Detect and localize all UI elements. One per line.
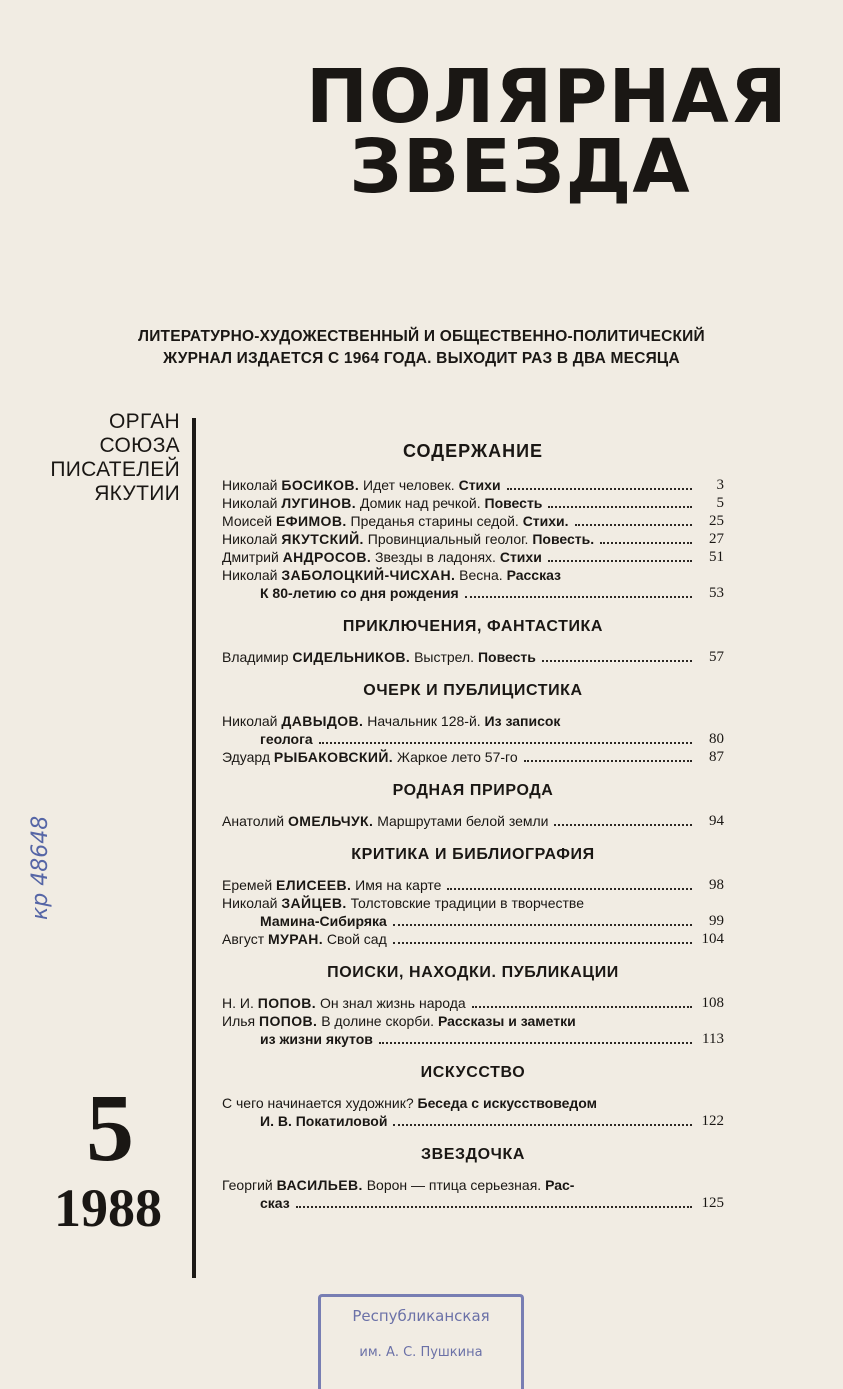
dot-leader: [393, 1124, 692, 1126]
issue-number: 5: [86, 1074, 134, 1181]
organ-line-4: ЯКУТИИ: [94, 482, 180, 505]
toc-entry[interactable]: [222, 548, 724, 566]
author-last-name: ДАВЫДОВ.: [281, 713, 364, 729]
toc-entry[interactable]: [222, 930, 724, 948]
entry-text: [222, 476, 501, 494]
section-entries: [222, 876, 724, 948]
organ-block: [50, 410, 180, 506]
entry-text: [222, 994, 466, 1012]
author-first-name: Эдуард: [222, 749, 271, 765]
author-last-name: ЗАБОЛОЦКИЙ-ЧИСХАН.: [281, 567, 456, 583]
dot-leader: [393, 942, 692, 944]
toc-entry[interactable]: [222, 1012, 724, 1030]
work-genre: Рассказ: [506, 567, 561, 583]
entry-text: [222, 548, 542, 566]
dot-leader: [575, 524, 692, 526]
entry-text: [222, 494, 542, 512]
entry-text: [222, 1094, 597, 1112]
toc-entry[interactable]: [222, 1194, 724, 1212]
work-genre: Рассказы и заметки: [437, 1013, 576, 1029]
vertical-divider: [192, 418, 196, 1278]
section-entries: [222, 812, 724, 830]
contents-heading: СОДЕРЖАНИЕ: [402, 441, 544, 461]
toc-entry[interactable]: [222, 566, 724, 584]
work-title: Имя на карте: [355, 877, 442, 893]
entry-text: [222, 530, 594, 548]
author-first-name: Николай: [222, 495, 278, 511]
work-genre: Беседа с искусствоведом: [417, 1095, 598, 1111]
author-last-name: ЗАЙЦЕВ.: [281, 895, 347, 911]
author-last-name: ПОПОВ.: [259, 1013, 318, 1029]
work-genre: Стихи.: [522, 513, 569, 529]
author-first-name: Анатолий: [222, 813, 285, 829]
toc-entry[interactable]: [222, 1112, 724, 1130]
section-heading: ОЧЕРК И ПУБЛИЦИСТИКА: [363, 682, 583, 699]
dot-leader: [447, 888, 692, 890]
organ-line-2: СОЮЗА: [99, 434, 180, 457]
author-first-name: Николай: [222, 531, 278, 547]
issue-year: 1988: [54, 1178, 162, 1238]
dot-leader: [296, 1206, 692, 1208]
work-title: Преданья старины седой.: [350, 513, 519, 529]
page-number: 98: [709, 877, 724, 893]
author-last-name: АНДРОСОВ.: [282, 549, 372, 565]
dot-leader: [600, 542, 692, 544]
page-number: 108: [701, 995, 724, 1011]
dot-leader: [393, 924, 692, 926]
toc-entry[interactable]: [222, 912, 724, 930]
organ-line-3: ПИСАТЕЛЕЙ: [50, 458, 180, 481]
work-title: Ворон — птица серьезная.: [366, 1177, 542, 1193]
section-heading: ИСКУССТВО: [420, 1064, 526, 1081]
page-number: 122: [701, 1113, 724, 1129]
entry-text: [222, 876, 441, 894]
author-first-name: Георгий: [222, 1177, 273, 1193]
subtitle-line-1: ЛИТЕРАТУРНО-ХУДОЖЕСТВЕННЫЙ И ОБЩЕСТВЕННО-ПОЛИТИЧЕСКИЙ: [138, 328, 705, 345]
page-number: 99: [709, 913, 724, 929]
work-title: Выстрел.: [414, 649, 475, 665]
work-genre: Повесть.: [532, 531, 595, 547]
entry-text: [222, 930, 387, 948]
entry-text: Мамина-Сибиряка: [260, 913, 387, 929]
entry-text: геолога: [260, 731, 313, 747]
toc-entry[interactable]: [222, 894, 724, 912]
page-number: 25: [709, 513, 724, 529]
author-first-name: Николай: [222, 713, 278, 729]
page-number: 125: [701, 1195, 724, 1211]
page-number: 51: [709, 549, 724, 565]
section-entries: [222, 1094, 724, 1130]
page-number: 80: [709, 731, 724, 747]
organ-line-1: ОРГАН: [109, 410, 180, 433]
work-title: Маршрутами белой земли: [377, 813, 549, 829]
work-genre: Стихи: [499, 549, 542, 565]
dot-leader: [554, 824, 692, 826]
entry-text: [222, 1176, 574, 1194]
section-heading: РОДНАЯ ПРИРОДА: [392, 782, 554, 799]
author-last-name: БОСИКОВ.: [281, 477, 360, 493]
work-genre: Повесть: [477, 649, 536, 665]
toc-entry[interactable]: [222, 1094, 724, 1112]
dot-leader: [548, 506, 692, 508]
dot-leader: [524, 760, 692, 762]
work-title: Идет человек.: [363, 477, 455, 493]
page-number: 87: [709, 749, 724, 765]
work-genre: Повесть: [484, 495, 543, 511]
section-entries: [222, 712, 724, 766]
dot-leader: [465, 596, 692, 598]
section-heading: ПРИКЛЮЧЕНИЯ, ФАНТАСТИКА: [342, 618, 604, 635]
page-number: 57: [709, 649, 724, 665]
page-number: 3: [716, 477, 724, 493]
work-title: Толстовские традиции в творчестве: [350, 895, 584, 911]
page-number: 27: [709, 531, 724, 547]
library-stamp: [318, 1294, 524, 1389]
section-entries: [222, 994, 724, 1048]
author-first-name: Николай: [222, 567, 278, 583]
author-first-name: Николай: [222, 477, 278, 493]
stamp-line-2: им. А. С. Пушкина: [359, 1345, 483, 1360]
author-first-name: Н. И.: [222, 995, 254, 1011]
toc-entry[interactable]: [222, 476, 724, 494]
work-title: Жаркое лето 57-го: [396, 749, 518, 765]
entry-text: сказ: [260, 1195, 290, 1211]
section-heading: ЗВЕЗДОЧКА: [420, 1146, 526, 1163]
page-number: 53: [709, 585, 724, 601]
author-last-name: ЕФИМОВ.: [275, 513, 347, 529]
author-first-name: Моисей: [222, 513, 273, 529]
work-genre: Рас-: [545, 1177, 575, 1193]
dot-leader: [507, 488, 692, 490]
toc-entry[interactable]: [222, 530, 724, 548]
author-last-name: ЯКУТСКИЙ.: [281, 531, 364, 547]
work-title: Провинциальный геолог.: [367, 531, 529, 547]
toc-entry[interactable]: [222, 584, 724, 602]
library-stamp-handwritten: кр 48648: [28, 815, 53, 920]
entry-text: [222, 1012, 576, 1030]
title-line-1: ПОЛЯРНАЯ: [306, 54, 788, 140]
work-title: С чего начинается художник?: [222, 1095, 414, 1111]
work-title: Свой сад: [326, 931, 387, 947]
section-heading: ПОИСКИ, НАХОДКИ. ПУБЛИКАЦИИ: [327, 964, 619, 981]
section-entries: [222, 1176, 724, 1212]
toc-entry[interactable]: [222, 730, 724, 748]
title-line-2: ЗВЕЗДА: [349, 124, 691, 210]
toc-entry[interactable]: [222, 494, 724, 512]
dot-leader: [379, 1042, 692, 1044]
page-number: 94: [709, 813, 724, 829]
magazine-title: [300, 54, 788, 210]
toc-entry[interactable]: [222, 512, 724, 530]
work-title: Весна.: [459, 567, 503, 583]
entry-text: [222, 512, 569, 530]
dot-leader: [542, 660, 692, 662]
entry-text: из жизни якутов: [260, 1031, 373, 1047]
work-title: Домик над речкой.: [359, 495, 481, 511]
section-heading: КРИТИКА И БИБЛИОГРАФИЯ: [351, 846, 595, 863]
magazine-subtitle: [0, 326, 843, 370]
author-last-name: МУРАН.: [268, 931, 324, 947]
toc-entry[interactable]: [222, 1176, 724, 1194]
toc-entry[interactable]: [222, 994, 724, 1012]
section-entries: [222, 648, 724, 666]
toc-entry[interactable]: [222, 1030, 724, 1048]
toc-entry[interactable]: [222, 812, 724, 830]
page-number: 104: [701, 931, 724, 947]
work-title: В долине скорби.: [321, 1013, 435, 1029]
author-last-name: ВАСИЛЬЕВ.: [276, 1177, 363, 1193]
author-first-name: Август: [222, 931, 265, 947]
section-entries: [222, 476, 724, 602]
toc-entry[interactable]: [222, 712, 724, 730]
entry-text: И. В. Покатиловой: [260, 1113, 388, 1129]
dot-leader: [472, 1006, 692, 1008]
page-number: 113: [702, 1031, 724, 1047]
entry-text: [222, 748, 518, 766]
work-genre: Стихи: [458, 477, 501, 493]
entry-text: [222, 566, 561, 584]
dot-leader: [548, 560, 692, 562]
author-first-name: Николай: [222, 895, 278, 911]
dot-leader: [319, 742, 692, 744]
table-of-contents: [222, 438, 724, 1224]
author-last-name: ЛУГИНОВ.: [281, 495, 357, 511]
entry-text: [222, 712, 560, 730]
entry-text: К 80-летию со дня рождения: [260, 585, 459, 601]
author-last-name: ОМЕЛЬЧУК.: [287, 813, 374, 829]
work-genre: Из записок: [484, 713, 561, 729]
page-number: 5: [716, 495, 724, 511]
entry-text: [222, 812, 548, 830]
author-first-name: Владимир: [222, 649, 289, 665]
author-first-name: Еремей: [222, 877, 273, 893]
author-first-name: Илья: [222, 1013, 256, 1029]
author-last-name: СИДЕЛЬНИКОВ.: [292, 649, 411, 665]
toc-entry[interactable]: [222, 648, 724, 666]
toc-entry[interactable]: [222, 748, 724, 766]
author-first-name: Дмитрий: [222, 549, 279, 565]
entry-text: [222, 894, 584, 912]
author-last-name: ЕЛИСЕЕВ.: [276, 877, 352, 893]
toc-entry[interactable]: [222, 876, 724, 894]
stamp-line-1: Республиканская: [352, 1307, 490, 1325]
author-last-name: РЫБАКОВСКИЙ.: [273, 749, 394, 765]
work-title: Начальник 128-й.: [367, 713, 481, 729]
author-last-name: ПОПОВ.: [257, 995, 317, 1011]
work-title: Он знал жизнь народа: [319, 995, 466, 1011]
work-title: Звезды в ладонях.: [375, 549, 496, 565]
subtitle-line-2: ЖУРНАЛ ИЗДАЕТСЯ С 1964 ГОДА. ВЫХОДИТ РАЗ В ДВА МЕСЯЦА: [163, 350, 680, 367]
entry-text: [222, 648, 536, 666]
